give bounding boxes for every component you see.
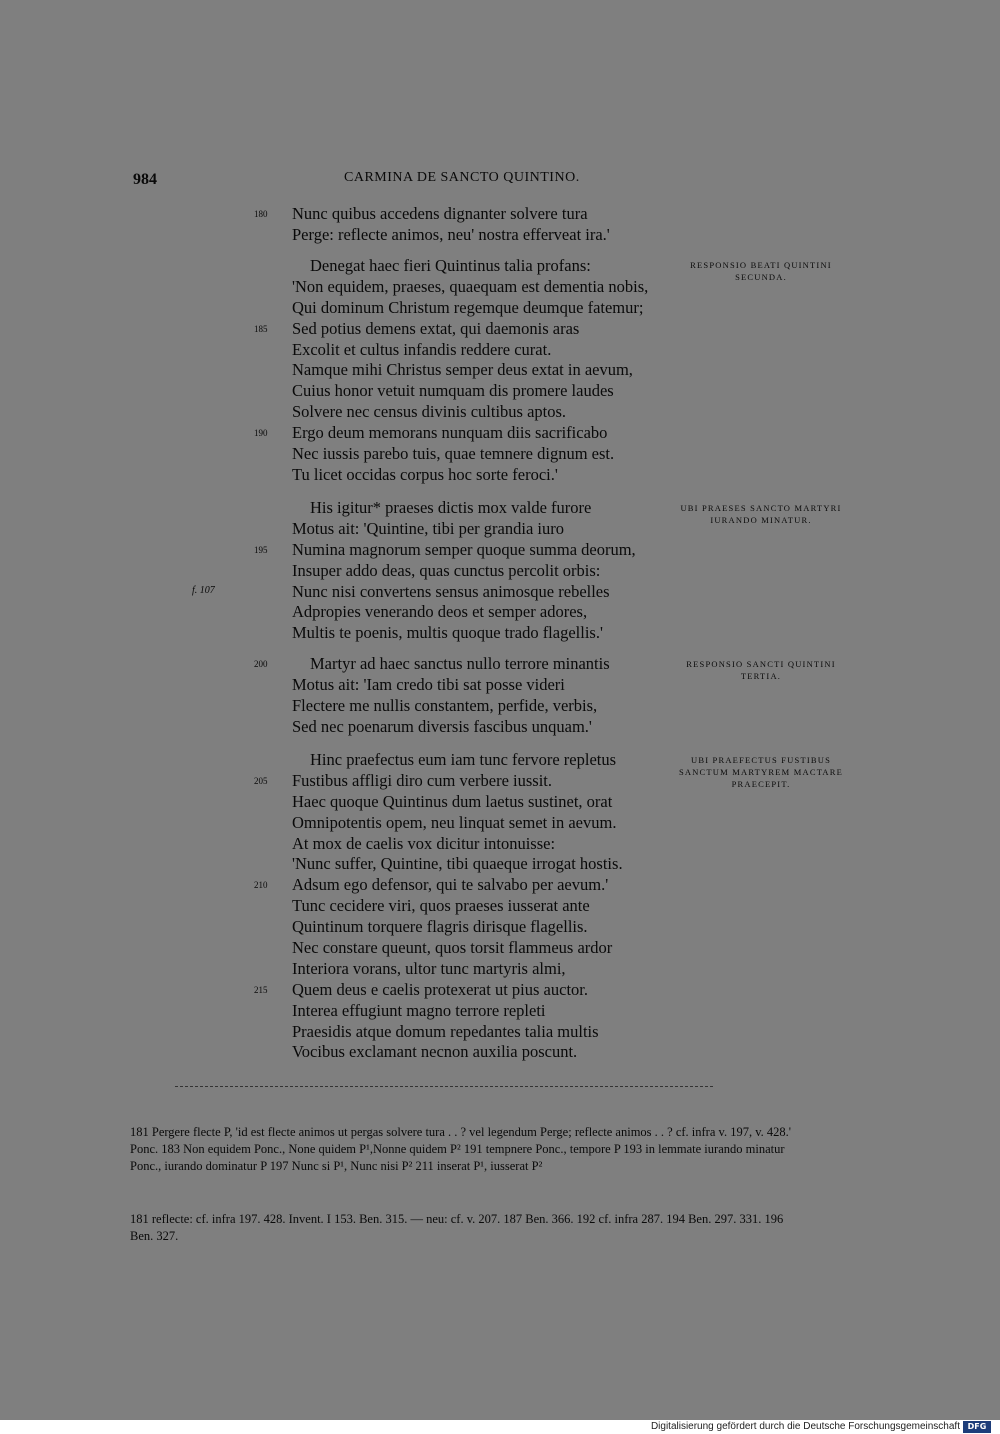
verse-text: Flectere me nullis constantem, perfide, verbis, bbox=[292, 695, 598, 715]
verse-text: Fustibus affligi diro cum verbere iussit. bbox=[292, 770, 552, 790]
verse-text: Motus ait: 'Quintine, tibi per grandia iuro bbox=[292, 518, 564, 538]
verse-text: Numina magnorum semper quoque summa deorum, bbox=[292, 539, 636, 559]
line-number: 210 bbox=[254, 880, 268, 891]
verse-text: Denegat haec fieri Quintinus talia profans: bbox=[310, 256, 591, 275]
verse-line bbox=[254, 318, 692, 340]
verse-line bbox=[254, 423, 692, 444]
verse-text: Perge: reflecte animos, neu' nostra efferveat ira.' bbox=[292, 224, 610, 244]
verse-text: Tunc cecidere viri, quos praeses iusserat ante bbox=[292, 896, 590, 916]
verse-line bbox=[292, 360, 692, 381]
verse-line bbox=[254, 770, 692, 792]
line-number: 205 bbox=[254, 775, 268, 786]
stanza bbox=[254, 498, 692, 644]
verse-text: Multis te poenis, multis quoque trado flagellis.' bbox=[292, 623, 603, 643]
verse-text: Cuius honor vetuit numquam dis promere laudes bbox=[292, 381, 614, 401]
verse-text: Sed nec poenarum diversis fascibus unquam.' bbox=[292, 716, 592, 736]
verse-text: Adpropies venerando deos et semper adores, bbox=[292, 602, 588, 622]
verse-text: Ergo deum memorans nunquam diis sacrificabo bbox=[292, 423, 608, 443]
verse-text: Solvere nec census divinis cultibus aptos. bbox=[292, 402, 567, 422]
verse-line bbox=[292, 277, 692, 298]
verse-text: Tu licet occidas corpus hoc sorte feroci.' bbox=[292, 464, 558, 484]
verse-text: Nec constare queunt, quos torsit flammeus ardor bbox=[292, 938, 613, 958]
marginal-rubric: RESPONSIO BEATI QUINTINI SECUNDA. bbox=[690, 260, 832, 282]
verse-line bbox=[292, 696, 692, 717]
verse-line bbox=[254, 204, 692, 225]
verse-line bbox=[254, 979, 692, 1001]
verse-line bbox=[292, 519, 692, 540]
verse-text: Nunc nisi convertens sensus animosque rebelles bbox=[292, 581, 610, 601]
verse-line bbox=[292, 402, 692, 423]
verse-line bbox=[292, 381, 692, 402]
verse-line bbox=[292, 623, 692, 644]
dfg-logo-icon: DFG bbox=[963, 1421, 991, 1433]
verse-line bbox=[292, 834, 692, 855]
verse-line bbox=[292, 854, 692, 875]
marginal-rubric: UBI PRAESES SANCTO MARTYRI IURANDO MINATUR. bbox=[680, 503, 842, 525]
verse-line bbox=[292, 444, 692, 465]
verse-text: Insuper addo deas, quas cunctus percolit orbis: bbox=[292, 560, 601, 580]
verse-text: 'Nunc suffer, Quintine, tibi quaeque irrogat hostis. bbox=[292, 854, 623, 874]
verse-text: Martyr ad haec sanctus nullo terrore minantis bbox=[310, 654, 610, 673]
verse-text: Namque mihi Christus semper deus extat in aevum, bbox=[292, 360, 633, 380]
verse-text: His igitur* praeses dictis mox valde furore bbox=[310, 498, 592, 517]
verse-line bbox=[292, 792, 692, 813]
line-number: 195 bbox=[254, 544, 268, 555]
running-title: CARMINA DE SANCTO QUINTINO. bbox=[344, 170, 580, 185]
verse-line bbox=[254, 875, 692, 896]
funding-credit: Digitalisierung gefördert durch die Deutsche Forschungsgemeinschaft bbox=[650, 1421, 960, 1432]
verse-line bbox=[292, 938, 692, 959]
verse-text: 'Non equidem, praeses, quaequam est dementia nobis, bbox=[292, 276, 649, 296]
verse-text: At mox de caelis vox dicitur intonuisse: bbox=[292, 833, 556, 853]
verse-text: Motus ait: 'Iam credo tibi sat posse videri bbox=[292, 674, 565, 694]
stanza bbox=[254, 204, 692, 246]
verse-line bbox=[292, 750, 692, 771]
verse-line bbox=[254, 654, 692, 675]
verse-line bbox=[292, 959, 692, 980]
line-number: 215 bbox=[254, 984, 268, 995]
verse-line bbox=[292, 498, 692, 519]
stanza bbox=[254, 256, 692, 486]
apparatus-fontium: 181 reflecte: cf. infra 197. 428. Invent. I 153. Ben. 315. — neu: cf. v. 207. 187 Ben. 366. 192 cf. infra 287. 194 Ben. 297. 331. 196 Ben. 327. bbox=[130, 1212, 784, 1243]
marginal-rubric: UBI PRAEFECTUS FUSTIBUS SANCTUM MARTYREM MACTARE PRAECEPIT. bbox=[678, 755, 844, 789]
verse-text: Excolit et cultus infandis reddere curat. bbox=[292, 339, 552, 359]
line-number: 180 bbox=[254, 209, 268, 219]
verse-line bbox=[292, 465, 692, 486]
verse-line bbox=[292, 717, 692, 738]
verse-text: Qui dominum Christum regemque deumque fatemur; bbox=[292, 297, 644, 317]
verse-line bbox=[292, 340, 692, 361]
verse-line bbox=[292, 813, 692, 834]
verse-text: Praesidis atque domum repedantes talia multis bbox=[292, 1021, 599, 1041]
verse-text: Quintinum torquere flagris dirisque flagellis. bbox=[292, 917, 588, 937]
folio-mark: f. 107 bbox=[192, 585, 215, 596]
verse-line bbox=[254, 539, 692, 561]
line-number: 200 bbox=[254, 659, 268, 669]
verse-text: Nec iussis parebo tuis, quae temnere dignum est. bbox=[292, 444, 615, 464]
verse-line bbox=[292, 225, 692, 246]
verse-line bbox=[292, 582, 692, 603]
verse-text: Omnipotentis opem, neu linquat semet in aevum. bbox=[292, 812, 617, 832]
verse-text: Sed potius demens extat, qui daemonis aras bbox=[292, 318, 580, 338]
page-number: 984 bbox=[133, 171, 157, 188]
verse-text: Haec quoque Quintinus dum laetus sustinet, orat bbox=[292, 791, 613, 811]
verse-line bbox=[292, 1022, 692, 1043]
line-number: 185 bbox=[254, 323, 268, 334]
line-number: 190 bbox=[254, 428, 268, 439]
verse-text: Adsum ego defensor, qui te salvabo per aevum.' bbox=[292, 875, 609, 895]
apparatus-criticus: 181 Pergere flecte P, 'id est flecte animos ut pergas solvere tura . . ? vel legendum Perge; reflecte animos . . ? cf. infra v. 197, v. 428.' Ponc. 183 Non equidem Ponc., None quidem P¹,Nonne quidem P² 191 tempnere Ponc., tempore P 193 in lemmate iurando minatur Ponc., iurando dominatur P 197 Nunc si P¹, Nunc nisi P² 211 inserat P¹, iusserat P² bbox=[130, 1125, 792, 1173]
verse-text: Interiora vorans, ultor tunc martyris almi, bbox=[292, 958, 566, 978]
verse-line bbox=[292, 298, 692, 319]
verse-text: Nunc quibus accedens dignanter solvere tura bbox=[292, 204, 588, 223]
marginal-rubric: RESPONSIO SANCTI QUINTINI TERTIA. bbox=[686, 659, 836, 681]
verse-line bbox=[292, 896, 692, 917]
verse-line bbox=[292, 675, 692, 696]
verse-line bbox=[292, 1042, 692, 1063]
verse-line bbox=[292, 256, 692, 277]
verse-text: Hinc praefectus eum iam tunc fervore repletus bbox=[310, 750, 617, 769]
stanza bbox=[254, 654, 692, 738]
verse-line bbox=[292, 1001, 692, 1022]
verse-line bbox=[292, 917, 692, 938]
verse-text: Interea effugiunt magno terrore repleti bbox=[292, 1000, 546, 1020]
digitization-footer bbox=[0, 1420, 1000, 1434]
verse-line bbox=[292, 561, 692, 582]
footnote-divider bbox=[175, 1086, 713, 1087]
verse-text: Quem deus e caelis protexerat ut pius auctor. bbox=[292, 979, 588, 999]
stanza bbox=[254, 750, 692, 1063]
verse-text: Vocibus exclamant necnon auxilia poscunt. bbox=[292, 1042, 578, 1062]
verse-line bbox=[292, 602, 692, 623]
